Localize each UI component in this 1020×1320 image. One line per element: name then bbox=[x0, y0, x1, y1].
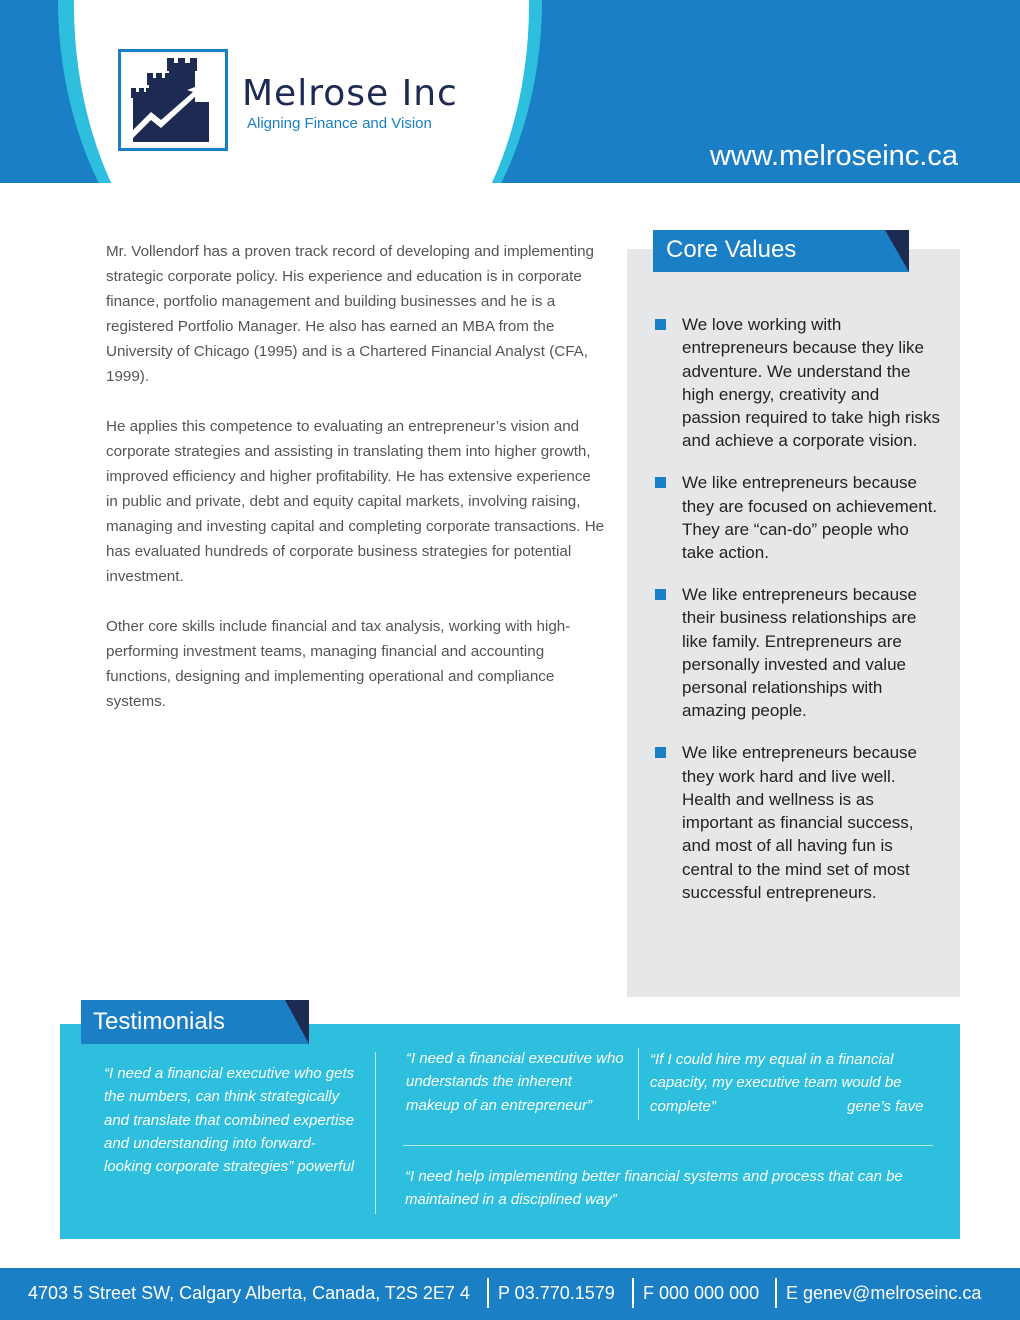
bio-section bbox=[106, 239, 606, 739]
tab-corner bbox=[885, 230, 909, 272]
list-item bbox=[655, 583, 940, 723]
testimonials-tab bbox=[81, 1000, 309, 1044]
tab-corner bbox=[285, 1000, 309, 1044]
testimonial-quote: “I need help implementing better financial systems and process that can be maintained in a disciplined way” bbox=[405, 1168, 903, 1209]
footer-fax: F 000 000 000 bbox=[643, 1283, 760, 1303]
divider bbox=[403, 1145, 933, 1146]
core-value-text: We like entrepreneurs because their business relationships are like family. Entrepreneurs are personally invested and value personal relationships with amazing people. bbox=[682, 584, 917, 721]
bio-paragraph: Other core skills include financial and tax analysis, working with high-performing investment teams, managing financial and accounting functions, designing and implementing operational and compliance systems. bbox=[106, 618, 571, 710]
footer-email[interactable]: E genev@melroseinc.ca bbox=[786, 1283, 982, 1303]
core-value-text: We love working with entrepreneurs because they like adventure. We understand the high energy, creativity and passion required to take high risks and achieve a corporate vision. bbox=[682, 315, 940, 451]
bio-paragraph: He applies this competence to evaluating an entrepreneur’s vision and corporate strategies and assisting in translating them into higher growth, improved efficiency and higher profitability. He has extensive experience in public and private, debt and equity capital markets, involving raising, managing and investing capital and completing corporate transactions. He has evaluated hundreds of corporate business strategies for potential investment. bbox=[106, 418, 605, 585]
footer-bar bbox=[0, 1268, 1020, 1320]
footer-separator bbox=[632, 1278, 634, 1308]
square-bullet-icon bbox=[655, 477, 666, 488]
website-link[interactable]: www.melroseinc.ca bbox=[709, 140, 958, 172]
header-band bbox=[0, 0, 1020, 183]
testimonial-quote: “If I could hire my equal in a financial capacity, my executive team would be complete” bbox=[650, 1051, 902, 1115]
footer-separator bbox=[487, 1278, 489, 1308]
core-values-title: Core Values bbox=[666, 236, 797, 263]
divider bbox=[638, 1048, 639, 1120]
core-value-text: We like entrepreneurs because they work hard and live well. Health and wellness is as important as financial success, and most of all having fun is central to the mind set of most successful entrepreneurs. bbox=[682, 743, 917, 903]
testimonial-quote: “I need a financial executive who understands the inherent makeup of an entrepreneur” bbox=[406, 1050, 624, 1114]
square-bullet-icon bbox=[655, 747, 666, 758]
list-item bbox=[655, 471, 940, 564]
footer-separator bbox=[775, 1278, 777, 1308]
footer-phone: P 03.770.1579 bbox=[498, 1283, 615, 1303]
testimonial-note: gene’s fave bbox=[847, 1098, 924, 1115]
core-value-text: We like entrepreneurs because they are focused on achievement. They are “can-do” people who take action. bbox=[682, 473, 938, 563]
divider bbox=[375, 1052, 376, 1214]
footer-address: 4703 5 Street SW, Calgary Alberta, Canada, T2S 2E7 4 bbox=[28, 1283, 470, 1303]
square-bullet-icon bbox=[655, 589, 666, 600]
tagline: Aligning Finance and Vision bbox=[247, 115, 432, 132]
logo bbox=[118, 49, 228, 151]
castle-icon bbox=[131, 58, 217, 144]
brand-name: Melrose Inc bbox=[242, 73, 458, 114]
testimonials-title: Testimonials bbox=[93, 1008, 226, 1035]
testimonial-quote: “I need a financial executive who gets the numbers, can think strategically and translate that combined expertise and understanding into forward-looking corporate strategies” powerful bbox=[104, 1065, 355, 1176]
bio-paragraph: Mr. Vollendorf has a proven track record of developing and implementing strategic corporate policy. His experience and education is in corporate finance, portfolio management and building businesses and he is a registered Portfolio Manager. He also has earned an MBA from the University of Chicago (1995) and is a Chartered Financial Analyst (CFA, 1999). bbox=[106, 243, 594, 385]
list-item bbox=[655, 313, 940, 453]
list-item bbox=[655, 741, 940, 904]
square-bullet-icon bbox=[655, 319, 666, 330]
core-values-tab bbox=[653, 230, 909, 272]
core-values-list bbox=[655, 313, 940, 923]
